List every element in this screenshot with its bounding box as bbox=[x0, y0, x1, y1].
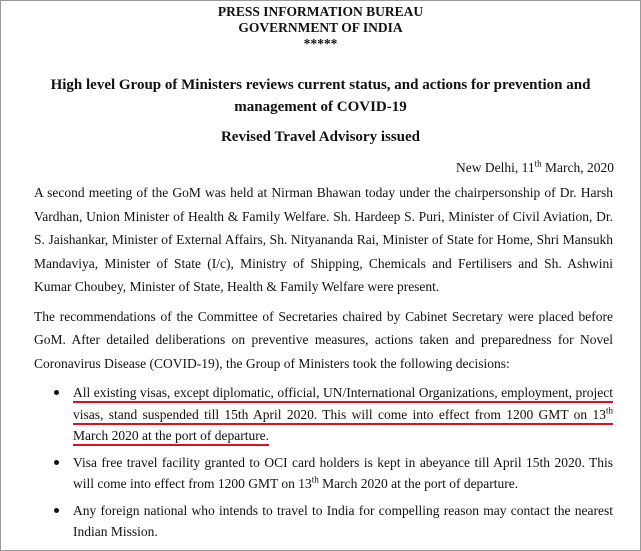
decision-item-foreign-national bbox=[73, 500, 613, 543]
decision-3-text: Any foreign national who intends to travel to India for compelling reason may contact the nearest Indian Mission. bbox=[73, 502, 613, 539]
paragraph-recommendations: The recommendations of the Committee of Secretaries chaired by Cabinet Secretary were placed before GoM. After detailed deliberations on preventive measures, actions taken and preparedness for Novel Coronavirus Disease (COVID-19), the Group of Ministers took the following decisions: bbox=[34, 308, 613, 371]
letterhead bbox=[1, 4, 640, 52]
decision-1-text-a: All existing visas, except diplomatic, official, UN/International Organizations, employment, project visas, stand suspended till 15th April 2020. This will come into effect from 1200 GMT on 13 bbox=[73, 385, 613, 422]
decision-2-text-a: Visa free travel facility granted to OCI card holders is kept in abeyance till April 15th 2020. This will come into effect from 1200 GMT on 13 bbox=[73, 454, 613, 491]
header-stars: ***** bbox=[303, 36, 338, 51]
dateline-sup: th bbox=[534, 158, 542, 169]
header-government: GOVERNMENT OF INDIA bbox=[238, 20, 403, 35]
release-title: High level Group of Ministers reviews current status, and actions for prevention and management of COVID-19 bbox=[50, 77, 591, 115]
decision-item-oci bbox=[73, 452, 613, 495]
decisions-list bbox=[1, 382, 613, 543]
header-bureau: PRESS INFORMATION BUREAU bbox=[217, 4, 424, 19]
dateline-rest: March, 2020 bbox=[541, 160, 614, 175]
dateline bbox=[1, 159, 614, 177]
decision-item-visa-suspension bbox=[73, 382, 613, 447]
decision-2-text-b: March 2020 at the port of departure. bbox=[318, 476, 519, 491]
decision-1-sup: th bbox=[605, 405, 613, 415]
decision-1-text-b: March 2020 at the port of departure. bbox=[73, 428, 270, 443]
release-subtitle: Revised Travel Advisory issued bbox=[220, 129, 421, 145]
dateline-place: New Delhi, 11 bbox=[456, 160, 535, 175]
paragraph-meeting: A second meeting of the GoM was held at Nirman Bhawan today under the chairpersonship of Dr. Harsh Vardhan, Union Minister of Health & Family Welfare. Sh. Hardeep S. Puri, Minister of Civil Aviation, Dr. S. Jaishankar, Minister of External Affairs, Sh. Nityananda Rai, Minister of State for Home, Shri Mansukh Mandaviya, Minister of State (I/c), Ministry of Shipping, Chemicals and Fertilisers and Sh. Ashwini Kumar Choubey, Minister of State, Health & Family Welfare were present. bbox=[34, 185, 613, 294]
decision-2-sup: th bbox=[311, 474, 319, 485]
highlighted-visa-text bbox=[73, 385, 613, 443]
